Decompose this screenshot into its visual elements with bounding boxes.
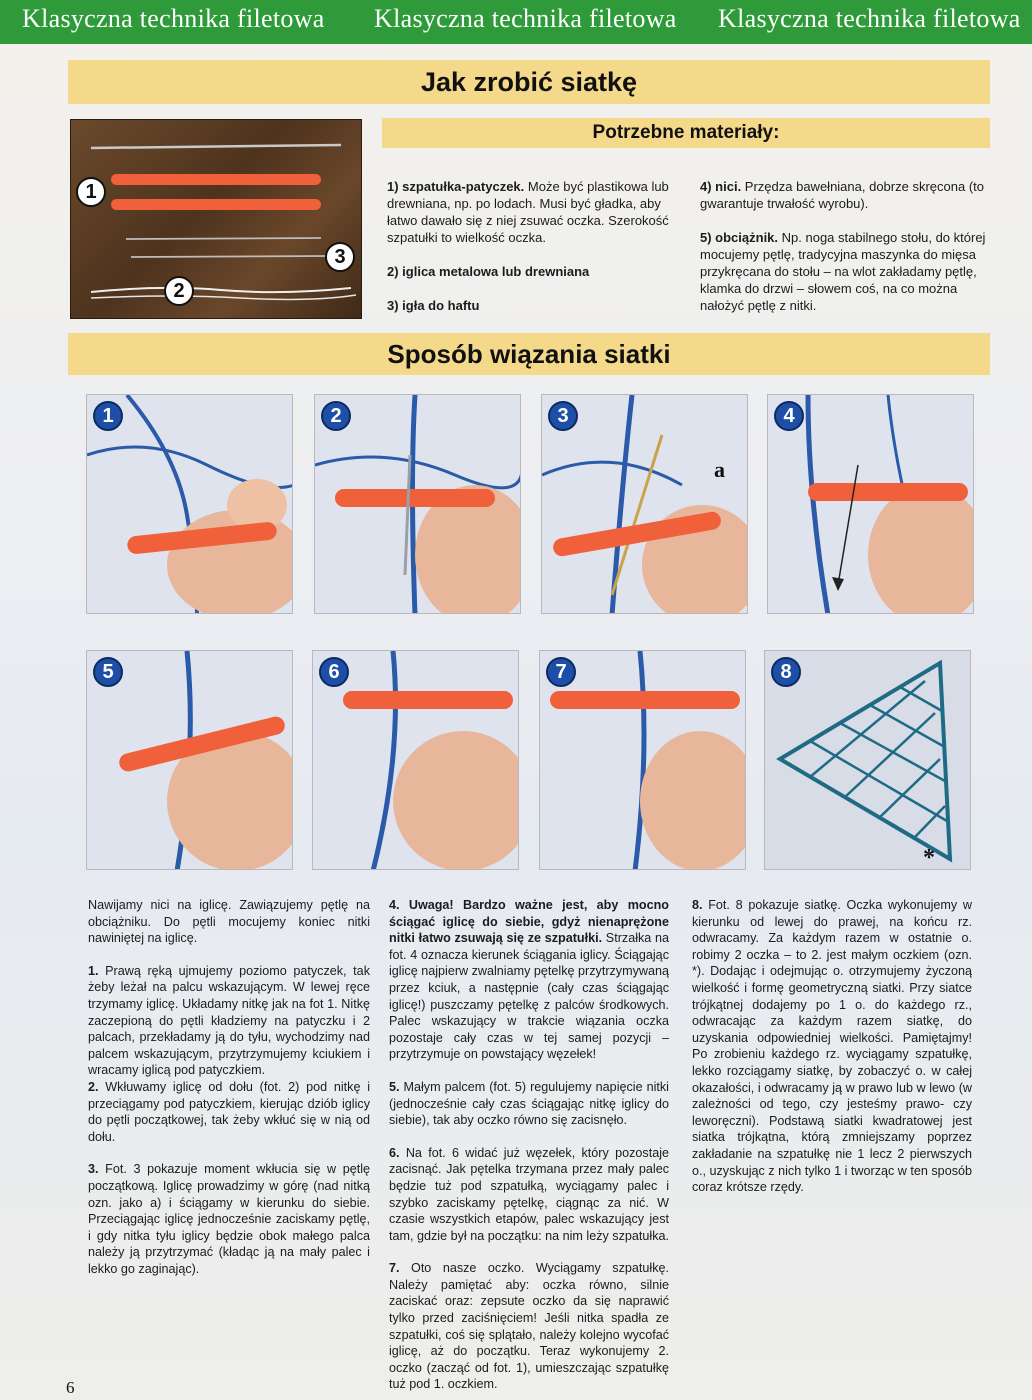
step-paragraph-2: 2. Wkłuwamy iglicę od dołu (fot. 2) pod nitkę i przeciągamy pod patyczkiem, kierując dziób iglicy do pętli początkowej, tak żeby wkłuć się w nią od dołu. <box>88 1079 370 1144</box>
step-paragraph-3: 3. Fot. 3 pokazuje moment wkłucia się w pętlę początkową. Iglicę prowadzimy w górę (nad nitką ozn. jako a) i ściągamy w kierunku do siebie. Przeciągając iglicę jednocześnie zaciskamy pętlę, i gdy nitka tyłu iglicy będzie obok małego palca należy ją przytrzymać (kładąc ją na mały palec i lekko go zaginając). <box>88 1162 370 1276</box>
material-item-1: 1) szpatułka-patyczek. Może być plastikowa lub drewniana, np. po lodach. Musi być gładka, aby łatwo dawało się z niej zsuwać oczka. Szerokość szpatułki to wielkość oczka. <box>387 179 669 245</box>
title-bar <box>68 60 990 104</box>
materials-illustration <box>71 120 362 319</box>
step-number: 3 <box>548 401 578 431</box>
banner-text: Klasyczna technika filetowa <box>22 4 325 33</box>
material-item-4: 4) nici. Przędza bawełniana, dobrze skręcona (to gwarantuje trwałość wyrobu). <box>700 179 984 211</box>
step-photo-3 <box>541 394 748 614</box>
step-photo-8 <box>764 650 971 870</box>
method-heading: Sposób wiązania siatki <box>387 338 671 369</box>
step-paragraph-1: 1. Prawą ręką ujmujemy poziomo patyczek, tak żeby leżał na palcu wskazującym. W lewej ręce trzymamy iglicę. Układamy nitkę jak na fot 1. Nitkę zaczepioną do pętli kładziemy na patyczku i 2 palcach, przekładamy ją do tyłu, wychodzimy nad palcem wskazującym, przytrzymujemy kciukiem i wracamy iglicą pod patyczkiem. <box>88 963 370 1078</box>
step-number: 4 <box>774 401 804 431</box>
materials-column-2 <box>700 178 992 331</box>
step-paragraph-8: 8. Fot. 8 pokazuje siatkę. Oczka wykonujemy w kierunku od lewej do prawej, na końcu rz. odwracamy. Za każdym razem w ostatnie o. robimy 2 oczka – to 2. jest małym oczkiem (ozn. *). Dodając i odejmując o. otrzymujemy życzoną wielkość i formę geometryczną siatki. Przy siatce trójkątnej dodajemy po 1 o. do każdego rz., odwracając za każdym razem siatkę, do uzyskania odpowiedniej wielkości. Pamiętajmy! Po zrobieniu każdego rz. wyciągamy szpatułkę, lekko rozciągamy siatkę, by zobaczyć o. w całej okazałości, i odwracamy ją w prawo lub w lewo (w zależności od tego, czy jesteśmy prawo- czy leworęczni). Podstawą siatki kwadratowej jest siatka trójkątna, którą zmniejszamy poprzez zakładanie na szpatułkę nie 1 lecz 2 pierwszych o., uzyskując z nich tylko 1 i tworząc w ten sposób coraz krótsze rzędy. <box>692 898 972 1195</box>
body-column-3 <box>692 897 972 1212</box>
page-title: Jak zrobić siatkę <box>420 66 638 97</box>
step-number: 6 <box>319 657 349 687</box>
step-number: 1 <box>93 401 123 431</box>
photo-label-1: 1 <box>76 177 106 207</box>
step-paragraph-7: 7. Oto nasze oczko. Wyciągamy szpatułkę. Należy pamiętać aby: oczka równo, silnie zaciskać oraz: zepsute oczko da się naprawić tylko przed zaciśnięciem! Jeśli nitka spadła ze szpatułki, coś się splątało, należy kolejno wycofać iglicę, aż do początku. Teraz wykonujemy 2. oczko (zacząć od fot. 1), umieszczając szpatułkę tuż pod 1. oczkiem. <box>389 1261 669 1392</box>
body-column-2 <box>389 897 669 1400</box>
body-column-1 <box>88 897 370 1293</box>
step-photo-7 <box>539 650 746 870</box>
method-heading-bar <box>68 333 990 375</box>
step-number: 2 <box>321 401 351 431</box>
materials-heading-bar <box>382 118 990 148</box>
page-number: 6 <box>66 1378 75 1397</box>
photo-label-2: 2 <box>164 276 194 306</box>
intro-paragraph: Nawijamy nici na iglicę. Zawiązujemy pętlę na obciążniku. Do pętli mocujemy koniec nitki nawiniętej na iglicę. <box>88 898 370 946</box>
step-paragraph-4: 4. Uwaga! Bardzo ważne jest, aby mocno ściągać iglicę do siebie, gdyż nienaprężone nitki łatwo zsuwają się ze szpatułki. Strzałka na fot. 4 oznacza kierunek ściągania iglicy. Ściągając iglicę najpierw zwalniamy pętelkę przytrzymywaną przez kciuk, a następnie (cały czas ściągając iglicę!) puszczamy pętelkę z palców środkowych. Palec wskazujący w trakcie wiązania oczka pozostaje cały czas w tej samej pozycji – przytrzymuje on powstający węzełek! <box>389 898 670 1062</box>
materials-column-1 <box>387 178 685 331</box>
materials-heading: Potrzebne materiały: <box>592 122 780 143</box>
step-paragraph-5: 5. Małym palcem (fot. 5) regulujemy napięcie nitki (jednocześnie cały czas ściągając nitkę iglicy do siebie), tak aby oczko równo się zacisnęło. <box>389 1079 669 1128</box>
photo-marker-a: a <box>714 457 725 482</box>
material-item-2: 2) iglica metalowa lub drewniana <box>387 264 590 279</box>
photo-label-3: 3 <box>325 242 355 272</box>
step-number: 5 <box>93 657 123 687</box>
material-item-5: 5) obciążnik. Np. noga stabilnego stołu, do której mocujemy pętlę, tradycyjna maszynka do mięsa przykręcana do stołu – na wlot zakładamy pętlę, klamka do drzwi – słowem coś, na co można nałożyć pętlę z nitki. <box>700 230 986 313</box>
materials-photo <box>70 119 362 319</box>
step-photo-5 <box>86 650 293 870</box>
step-number: 7 <box>546 657 576 687</box>
step-number: 8 <box>771 657 801 687</box>
step-paragraph-6: 6. Na fot. 6 widać już węzełek, który pozostaje zacisnąć. Jak pętelka trzymana przez mały palec będzie tuż pod szpatułką, wyciągamy palec i szybko zaciskamy pętelkę, ciągnąc za nić. W czasie wszystkich etapów, palec wskazujący jest tam, gdzie był na początku: na nim leży szpatułka. <box>389 1145 670 1243</box>
step-photo-6 <box>312 650 519 870</box>
step-photo-4 <box>767 394 974 614</box>
header-banner <box>0 0 1032 44</box>
step-photo-2 <box>314 394 521 614</box>
material-item-3: 3) igła do haftu <box>387 298 480 313</box>
small-stitch-marker: * <box>923 845 935 870</box>
step-photo-1 <box>86 394 293 614</box>
banner-text: Klasyczna technika filetowa <box>374 4 677 33</box>
banner-text: Klasyczna technika filetowa <box>718 4 1021 33</box>
